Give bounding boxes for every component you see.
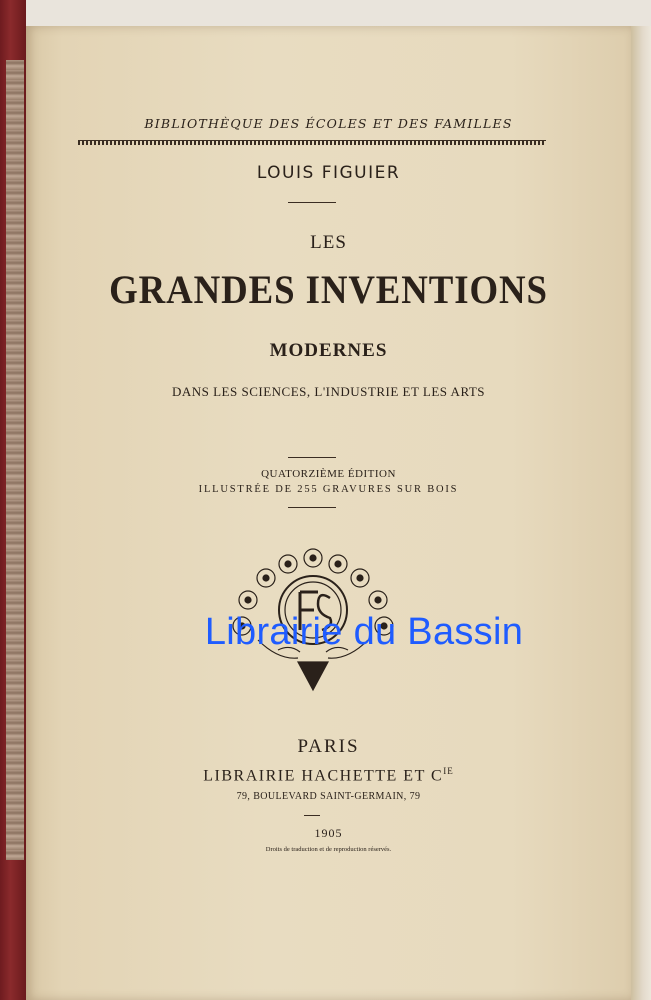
title-article: LES bbox=[310, 232, 347, 253]
publisher-name: LIBRAIRIE HACHETTE ET C bbox=[203, 767, 444, 785]
frontispiece-edge bbox=[6, 60, 24, 860]
page-fore-edge bbox=[631, 26, 651, 1000]
series-rule bbox=[78, 140, 546, 145]
imprint-city: PARIS bbox=[297, 736, 360, 757]
series-title: BIBLIOTHÈQUE DES ÉCOLES ET DES FAMILLES bbox=[144, 116, 513, 131]
rights-notice: Droits de traduction et de reproduction réservés. bbox=[265, 846, 392, 853]
edition-rule-bottom bbox=[288, 507, 336, 508]
publisher-suffix: IE bbox=[443, 766, 454, 776]
imprint-year: 1905 bbox=[314, 826, 343, 840]
imprint-publisher bbox=[26, 766, 631, 785]
imprint-address: 79, BOULEVARD SAINT-GERMAIN, 79 bbox=[236, 791, 421, 802]
bookseller-watermark: Librairie du Bassin bbox=[204, 611, 524, 653]
author-name: LOUIS FIGUIER bbox=[256, 163, 401, 183]
illustration-note: ILLUSTRÉE DE 255 GRAVURES SUR BOIS bbox=[198, 484, 459, 495]
author-rule bbox=[288, 202, 336, 203]
edition-number: QUATORZIÈME ÉDITION bbox=[261, 468, 396, 480]
subtitle: DANS LES SCIENCES, L'INDUSTRIE ET LES ARTS bbox=[171, 384, 486, 399]
year-rule bbox=[304, 815, 320, 816]
background-top bbox=[0, 0, 651, 26]
title-qualifier: MODERNES bbox=[269, 340, 388, 361]
main-title: GRANDES INVENTIONS bbox=[109, 267, 548, 312]
edition-rule-top bbox=[288, 457, 336, 458]
